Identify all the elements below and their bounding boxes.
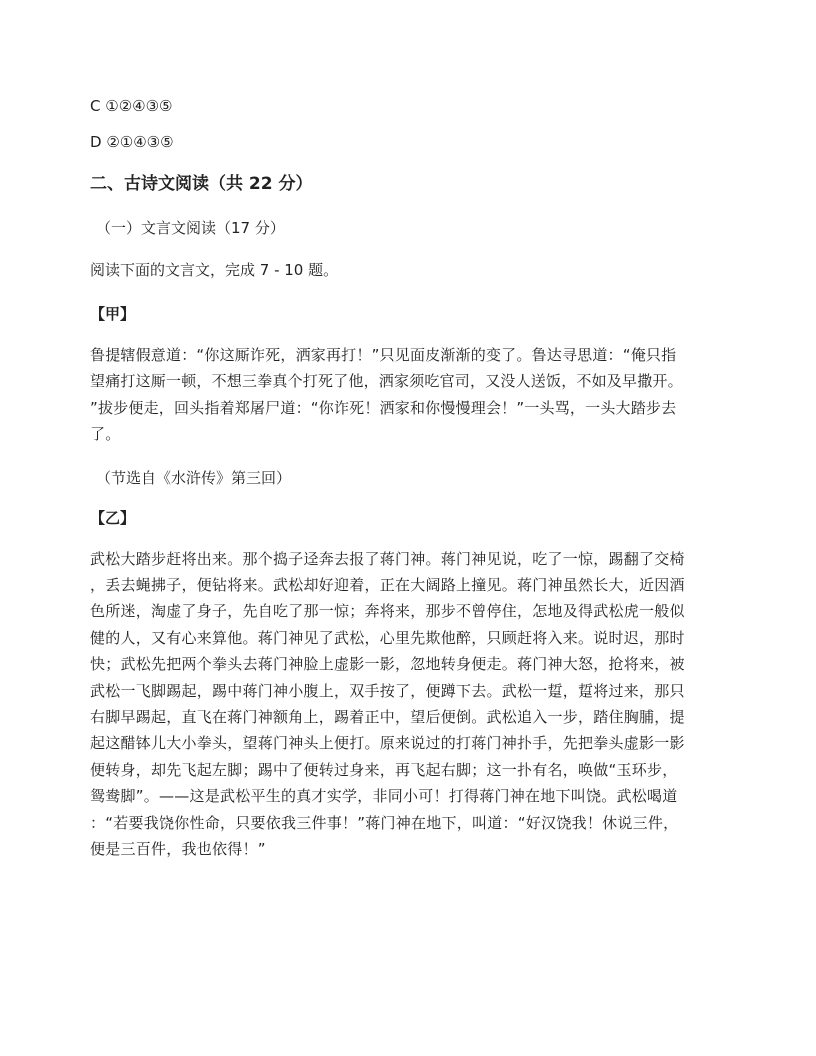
passage-a-line: ”拔步便走，回头指着郑屠尸道：“你诈死！洒家和你慢慢理会！”一头骂，一头大踏步去 <box>90 398 677 417</box>
passage-b-line: ：“若要我饶你性命，只要依我三件事！”蒋门神在地下，叫道：“好汉饶我！休说三件， <box>90 813 679 832</box>
passage-b-line: 武松一飞脚踢起，踢中蒋门神小腹上，双手按了，便蹲下去。武松一踅，踅将过来，那只 <box>90 681 685 700</box>
passage-b-line: 便是三百件，我也依得！” <box>90 840 266 859</box>
passage-a-line: 了。 <box>90 425 121 444</box>
passage-b-line: 色所迷，淘虚了身子，先自吃了那一惊；奔将来，那步不曾停住，怎地及得武松虎一般似 <box>90 602 685 621</box>
passage-a-label: 【甲】 <box>90 305 136 323</box>
passage-a-source: （节选自《水浒传》第三回） <box>96 468 292 487</box>
passage-b-line: 武松大踏步赶将出来。那个捣子迳奔去报了蒋门神。蒋门神见说，吃了一惊，踢翻了交椅 <box>90 549 685 568</box>
section-subtitle: （一）文言文阅读（17 分） <box>96 219 285 237</box>
passage-b-line: 起这醋钵儿大小拳头，望蒋门神头上便打。原来说过的打蒋门神扑手，先把拳头虚影一影 <box>90 734 685 753</box>
passage-a-text <box>90 342 722 448</box>
passage-b-line: 健的人，又有心来算他。蒋门神见了武松，心里先欺他醉，只顾赶将入来。说时迟，那时 <box>90 628 685 647</box>
passage-a-line: 鲁提辖假意道：“你这厮诈死，洒家再打！”只见面皮渐渐的变了。鲁达寻思道：“俺只指 <box>90 346 677 364</box>
passage-b-line: 右脚早踢起，直飞在蒋门神额角上，踢着正中，望后便倒。武松追入一步，踏住胸脯，提 <box>90 708 685 727</box>
option-c: C ①②④③⑤ <box>90 97 173 115</box>
passage-b-line: ，丢去蝇拂子，便钻将来。武松却好迎着，正在大阔路上撞见。蒋门神虽然长大，近因酒 <box>90 576 685 595</box>
section-title: 二、古诗文阅读（共 22 分） <box>90 174 313 194</box>
passage-b-line: 便转身，却先飞起左脚；踢中了便转过身来，再飞起右脚；这一扑有名，唤做“玉环步， <box>90 760 678 779</box>
document-page <box>90 94 730 881</box>
passage-b-line: 快；武松先把两个拳头去蒋门神脸上虚影一影，忽地转身便走。蒋门神大怒，抢将来，被 <box>90 655 685 674</box>
instruction: 阅读下面的文言文，完成 7 - 10 题。 <box>90 261 339 279</box>
passage-b-text <box>90 546 722 863</box>
passage-b-label: 【乙】 <box>90 508 136 527</box>
passage-b-line: 鸳鸯脚”。——这是武松平生的真才实学，非同小可！打得蒋门神在地下叫饶。武松喝道 <box>90 787 678 806</box>
option-d: D ②①④③⑤ <box>90 133 174 151</box>
passage-a-line: 望痛打这厮一顿，不想三拳真个打死了他，洒家须吃官司，又没人送饭，不如及早撒开。 <box>90 372 683 391</box>
